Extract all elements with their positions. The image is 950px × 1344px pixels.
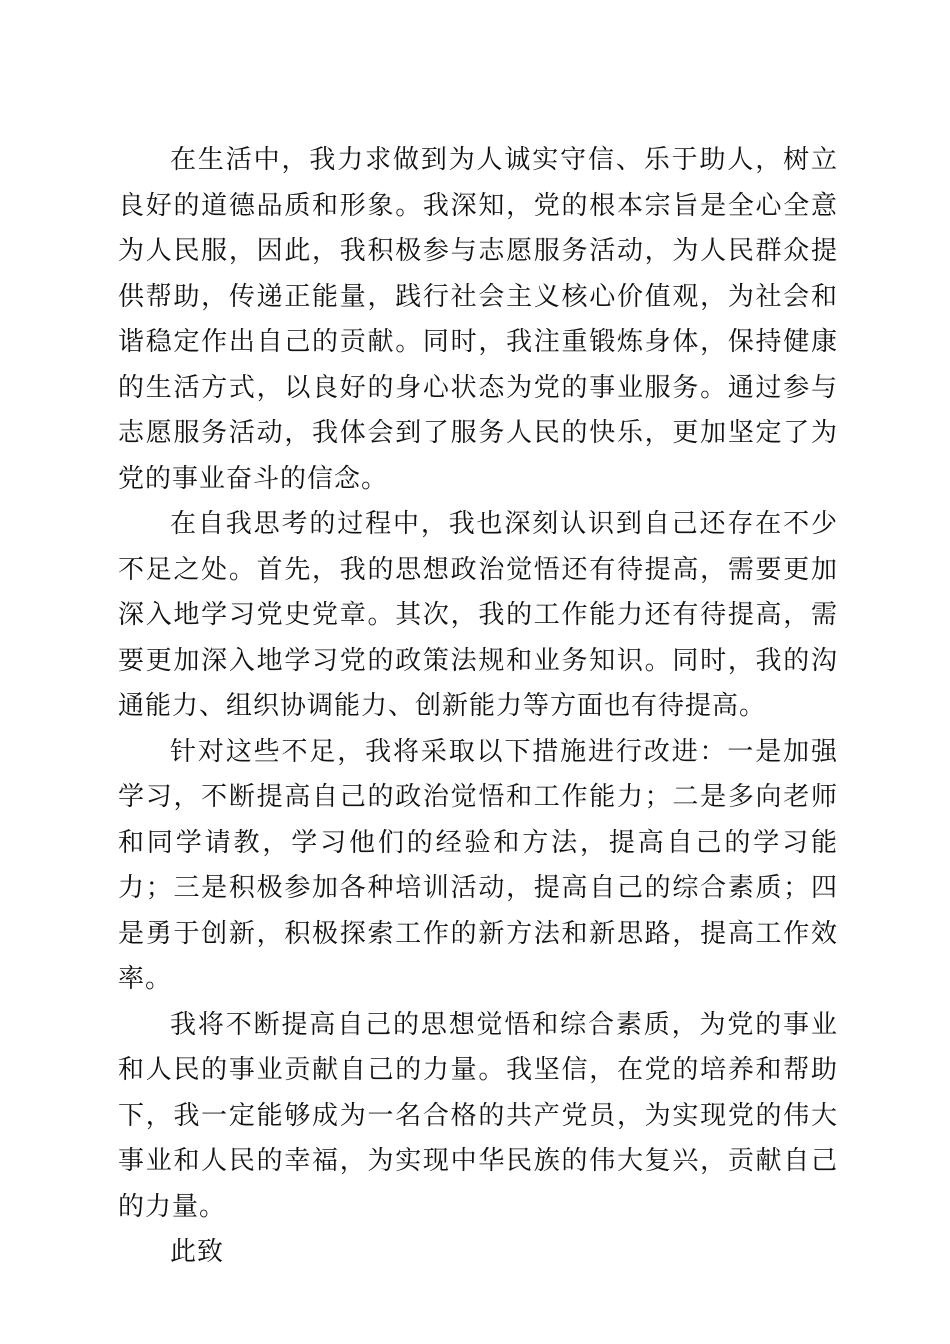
closing-salutation: 此致: [170, 1237, 225, 1267]
paragraph-improvements: 针对这些不足，我将采取以下措施进行改进：一是加强学习，不断提高自己的政治觉悟和工作能力；二是多向老师和同学请教，学习他们的经验和方法，提高自己的学习能力；三是积极参加各种培训活动，提高自己的综合素质；四是勇于创新，积极探索工作的新方法和新思路，提高工作效率。: [118, 736, 838, 994]
paragraph-life: 在生活中，我力求做到为人诚实守信、乐于助人，树立良好的道德品质和形象。我深知，党的根本宗旨是全心全意为人民服，因此，我积极参与志愿服务活动，为人民群众提供帮助，传递正能量，践行社会主义核心价值观，为社会和谐稳定作出自己的贡献。同时，我注重锻炼身体，保持健康的生活方式，以良好的身心状态为党的事业服务。通过参与志愿服务活动，我体会到了服务人民的快乐，更加坚定了为党的事业奋斗的信念。: [118, 145, 838, 494]
paragraph-shortcomings: 在自我思考的过程中，我也深刻认识到自己还存在不少不足之处。首先，我的思想政治觉悟还有待提高，需要更加深入地学习党史党章。其次，我的工作能力还有待提高，需要更加深入地学习党的政策法规和业务知识。同时，我的沟通能力、组织协调能力、创新能力等方面也有待提高。: [118, 509, 838, 721]
document-body: [118, 138, 838, 1276]
paragraph-commitment: 我将不断提高自己的思想觉悟和综合素质，为党的事业和人民的事业贡献自己的力量。我坚信，在党的培养和帮助下，我一定能够成为一名合格的共产党员，为实现党的伟大事业和人民的幸福，为实现中华民族的伟大复兴，贡献自己的力量。: [118, 1009, 838, 1222]
